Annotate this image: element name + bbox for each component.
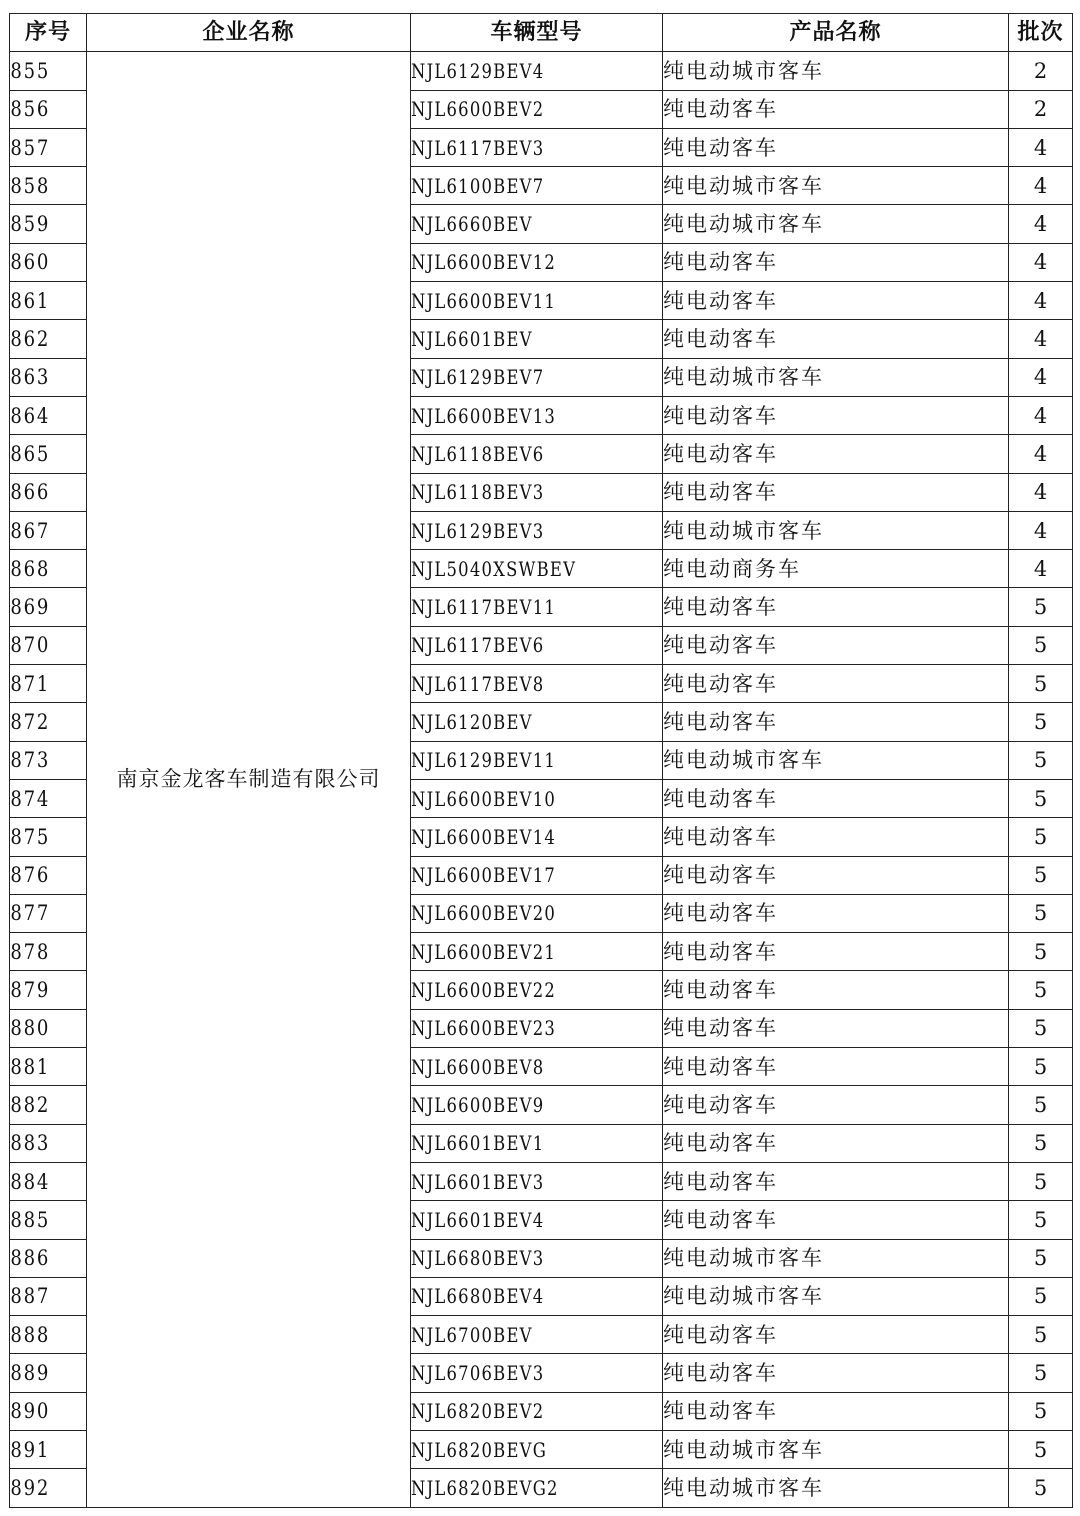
- cell-model-text: NJL6117BEV3: [411, 135, 545, 160]
- cell-seq: 882: [10, 1086, 76, 1124]
- cell-batch: 5: [1009, 1201, 1073, 1239]
- cell-product: 纯电动客车: [663, 1009, 1009, 1047]
- cell-model: [411, 52, 663, 90]
- cell-product: 纯电动客车: [663, 894, 1009, 932]
- cell-batch: 4: [1009, 243, 1073, 281]
- cell-model-text: NJL6706BEV3: [411, 1361, 545, 1386]
- cell-model: [411, 703, 663, 741]
- cell-batch: 5: [1009, 1354, 1073, 1392]
- cell-model: [411, 358, 663, 396]
- cell-batch: 4: [1009, 320, 1073, 358]
- cell-model-text: NJL6600BEV14: [411, 824, 557, 849]
- cell-model-text: NJL6600BEV12: [411, 250, 557, 275]
- cell-product: 纯电动客车: [663, 1354, 1009, 1392]
- header-enterprise: 企业名称: [87, 14, 411, 52]
- cell-model: [411, 128, 663, 166]
- cell-batch: 5: [1009, 1009, 1073, 1047]
- cell-model: [411, 1124, 663, 1162]
- cell-batch: 4: [1009, 435, 1073, 473]
- cell-product: 纯电动城市客车: [663, 1277, 1009, 1315]
- cell-model-text: NJL6118BEV3: [411, 480, 545, 505]
- cell-seq: 872: [10, 703, 76, 741]
- header-product: 产品名称: [663, 14, 1009, 52]
- cell-batch: 5: [1009, 1392, 1073, 1430]
- cell-seq: 880: [10, 1009, 76, 1047]
- cell-product: 纯电动客车: [663, 1201, 1009, 1239]
- cell-product: 纯电动客车: [663, 818, 1009, 856]
- cell-model: [411, 1277, 663, 1315]
- cell-seq: 879: [10, 971, 76, 1009]
- header-batch: 批次: [1009, 14, 1073, 52]
- cell-model: [411, 1430, 663, 1468]
- cell-model: [411, 1354, 663, 1392]
- cell-seq: 868: [10, 550, 76, 588]
- cell-product: 纯电动城市客车: [663, 167, 1009, 205]
- cell-seq: 869: [10, 588, 76, 626]
- cell-seq: 865: [10, 435, 76, 473]
- cell-batch: 5: [1009, 626, 1073, 664]
- cell-batch: 4: [1009, 205, 1073, 243]
- cell-model: [411, 779, 663, 817]
- cell-model-text: NJL6117BEV11: [411, 595, 557, 620]
- cell-model: [411, 818, 663, 856]
- cell-model: [411, 1048, 663, 1086]
- cell-model-text: NJL6680BEV3: [411, 1246, 545, 1271]
- cell-seq: 859: [10, 205, 76, 243]
- cell-product: 纯电动客车: [663, 90, 1009, 128]
- cell-batch: 5: [1009, 1277, 1073, 1315]
- cell-model-text: NJL6700BEV: [411, 1322, 533, 1347]
- cell-model-text: NJL6600BEV8: [411, 1054, 545, 1079]
- cell-product: 纯电动客车: [663, 703, 1009, 741]
- cell-seq: 873: [10, 741, 76, 779]
- cell-batch: 5: [1009, 894, 1073, 932]
- cell-seq: 866: [10, 473, 76, 511]
- cell-batch: 5: [1009, 779, 1073, 817]
- cell-model-text: NJL6601BEV4: [411, 1207, 545, 1232]
- cell-batch: 4: [1009, 550, 1073, 588]
- cell-model-text: NJL6820BEVG2: [411, 1475, 559, 1500]
- cell-model-text: NJL6100BEV7: [411, 173, 545, 198]
- cell-batch: 5: [1009, 588, 1073, 626]
- cell-batch: 5: [1009, 1430, 1073, 1468]
- cell-seq: 886: [10, 1239, 76, 1277]
- cell-model-text: NJL6129BEV4: [411, 58, 545, 83]
- cell-model-text: NJL6129BEV3: [411, 518, 545, 543]
- cell-model: [411, 243, 663, 281]
- cell-seq: 861: [10, 282, 76, 320]
- cell-seq: 877: [10, 894, 76, 932]
- cell-product: 纯电动客车: [663, 1392, 1009, 1430]
- cell-product: 纯电动客车: [663, 1162, 1009, 1200]
- cell-model: [411, 1316, 663, 1354]
- cell-model: [411, 396, 663, 434]
- cell-seq: 891: [10, 1430, 76, 1468]
- cell-product: 纯电动客车: [663, 435, 1009, 473]
- cell-model: [411, 90, 663, 128]
- cell-product: 纯电动商务车: [663, 550, 1009, 588]
- cell-model: [411, 626, 663, 664]
- cell-product: 纯电动客车: [663, 1086, 1009, 1124]
- cell-seq: 863: [10, 358, 76, 396]
- cell-model: [411, 1162, 663, 1200]
- cell-product: 纯电动客车: [663, 971, 1009, 1009]
- cell-seq: 860: [10, 243, 76, 281]
- cell-model-text: NJL6601BEV1: [411, 1131, 545, 1156]
- cell-seq: 884: [10, 1162, 76, 1200]
- cell-model-text: NJL6600BEV13: [411, 403, 557, 428]
- cell-product: 纯电动城市客车: [663, 358, 1009, 396]
- cell-product: 纯电动客车: [663, 933, 1009, 971]
- cell-product: 纯电动客车: [663, 1316, 1009, 1354]
- cell-seq: 867: [10, 511, 76, 549]
- cell-batch: 4: [1009, 167, 1073, 205]
- cell-batch: 5: [1009, 1086, 1073, 1124]
- cell-model-text: NJL6680BEV4: [411, 1284, 545, 1309]
- cell-model-text: NJL6601BEV3: [411, 1169, 545, 1194]
- cell-product: 纯电动客车: [663, 1124, 1009, 1162]
- cell-batch: 4: [1009, 282, 1073, 320]
- cell-batch: 4: [1009, 128, 1073, 166]
- cell-product: 纯电动客车: [663, 665, 1009, 703]
- cell-batch: 5: [1009, 703, 1073, 741]
- cell-seq: 875: [10, 818, 76, 856]
- cell-model: [411, 167, 663, 205]
- cell-product: 纯电动城市客车: [663, 741, 1009, 779]
- cell-model: [411, 741, 663, 779]
- cell-batch: 5: [1009, 933, 1073, 971]
- cell-seq: 890: [10, 1392, 76, 1430]
- cell-batch: 4: [1009, 396, 1073, 434]
- cell-product: 纯电动客车: [663, 282, 1009, 320]
- cell-seq: 857: [10, 128, 76, 166]
- cell-seq: 856: [10, 90, 76, 128]
- cell-model: [411, 856, 663, 894]
- cell-seq: 885: [10, 1201, 76, 1239]
- cell-product: 纯电动客车: [663, 1048, 1009, 1086]
- cell-model-text: NJL6820BEV2: [411, 1399, 545, 1424]
- cell-model: [411, 511, 663, 549]
- cell-seq: 876: [10, 856, 76, 894]
- cell-product: 纯电动城市客车: [663, 1469, 1009, 1507]
- cell-batch: 5: [1009, 1316, 1073, 1354]
- cell-seq: 888: [10, 1316, 76, 1354]
- header-row: [10, 14, 1073, 52]
- cell-seq: 862: [10, 320, 76, 358]
- cell-seq: 887: [10, 1277, 76, 1315]
- cell-seq: 883: [10, 1124, 76, 1162]
- cell-batch: 5: [1009, 665, 1073, 703]
- cell-seq: 881: [10, 1048, 76, 1086]
- cell-product: 纯电动客车: [663, 243, 1009, 281]
- cell-model: [411, 933, 663, 971]
- cell-model-text: NJL6600BEV2: [411, 97, 545, 122]
- cell-product: 纯电动城市客车: [663, 1239, 1009, 1277]
- cell-batch: 4: [1009, 511, 1073, 549]
- cell-model-text: NJL6129BEV7: [411, 365, 545, 390]
- cell-model-text: NJL6117BEV6: [411, 633, 545, 658]
- vehicle-model-table: [9, 13, 1073, 1508]
- cell-model-text: NJL6600BEV17: [411, 863, 557, 888]
- cell-model: [411, 205, 663, 243]
- cell-batch: 4: [1009, 358, 1073, 396]
- cell-seq: 870: [10, 626, 76, 664]
- cell-model-text: NJL6120BEV: [411, 709, 533, 734]
- cell-model-text: NJL6600BEV21: [411, 939, 557, 964]
- cell-product: 纯电动客车: [663, 856, 1009, 894]
- cell-model: [411, 1392, 663, 1430]
- cell-product: 纯电动客车: [663, 779, 1009, 817]
- cell-model-text: NJL6600BEV22: [411, 978, 557, 1003]
- cell-product: 纯电动客车: [663, 320, 1009, 358]
- cell-batch: 5: [1009, 818, 1073, 856]
- cell-model: [411, 1469, 663, 1507]
- cell-model: [411, 1086, 663, 1124]
- cell-product: 纯电动城市客车: [663, 205, 1009, 243]
- cell-enterprise: 南京金龙客车制造有限公司: [87, 52, 411, 1507]
- cell-model-text: NJL6660BEV: [411, 212, 533, 237]
- header-model: 车辆型号: [411, 14, 663, 52]
- cell-product: 纯电动客车: [663, 128, 1009, 166]
- cell-model: [411, 1239, 663, 1277]
- cell-batch: 5: [1009, 971, 1073, 1009]
- cell-model: [411, 473, 663, 511]
- cell-batch: 4: [1009, 473, 1073, 511]
- cell-product: 纯电动城市客车: [663, 511, 1009, 549]
- cell-model: [411, 894, 663, 932]
- cell-seq: 878: [10, 933, 76, 971]
- cell-model-text: NJL6600BEV23: [411, 1016, 557, 1041]
- cell-seq: 871: [10, 665, 76, 703]
- cell-seq: 892: [10, 1469, 76, 1507]
- cell-model: [411, 1009, 663, 1047]
- cell-model-text: NJL6118BEV6: [411, 441, 545, 466]
- cell-model: [411, 1201, 663, 1239]
- cell-batch: 5: [1009, 1124, 1073, 1162]
- cell-batch: 5: [1009, 1162, 1073, 1200]
- cell-batch: 2: [1009, 52, 1073, 90]
- table-header: [10, 14, 1073, 52]
- cell-model-text: NJL6600BEV9: [411, 1092, 545, 1117]
- cell-model-text: NJL6601BEV: [411, 327, 533, 352]
- cell-batch: 5: [1009, 1469, 1073, 1507]
- cell-seq: 864: [10, 396, 76, 434]
- cell-product: 纯电动客车: [663, 626, 1009, 664]
- cell-batch: 5: [1009, 1239, 1073, 1277]
- cell-model-text: NJL5040XSWBEV: [411, 556, 577, 581]
- cell-batch: 5: [1009, 741, 1073, 779]
- cell-model: [411, 282, 663, 320]
- cell-model: [411, 550, 663, 588]
- cell-product: 纯电动客车: [663, 473, 1009, 511]
- cell-model: [411, 320, 663, 358]
- cell-model-text: NJL6600BEV10: [411, 786, 557, 811]
- cell-model-text: NJL6117BEV8: [411, 671, 545, 696]
- cell-product: 纯电动客车: [663, 396, 1009, 434]
- cell-model-text: NJL6820BEVG: [411, 1437, 548, 1462]
- cell-product: 纯电动城市客车: [663, 1430, 1009, 1468]
- cell-seq: 855: [10, 52, 76, 90]
- cell-seq: 858: [10, 167, 76, 205]
- cell-model: [411, 588, 663, 626]
- header-seq: 序号: [10, 14, 87, 52]
- cell-product: 纯电动客车: [663, 588, 1009, 626]
- table-body: [10, 52, 1073, 1507]
- cell-model: [411, 435, 663, 473]
- cell-seq: 889: [10, 1354, 76, 1392]
- cell-model-text: NJL6600BEV11: [411, 288, 557, 313]
- cell-batch: 5: [1009, 1048, 1073, 1086]
- cell-model: [411, 971, 663, 1009]
- cell-batch: 2: [1009, 90, 1073, 128]
- cell-seq: 874: [10, 779, 76, 817]
- cell-batch: 5: [1009, 856, 1073, 894]
- cell-model-text: NJL6600BEV20: [411, 901, 557, 926]
- cell-product: 纯电动城市客车: [663, 52, 1009, 90]
- cell-model: [411, 665, 663, 703]
- table-row: [10, 52, 1073, 90]
- cell-model-text: NJL6129BEV11: [411, 748, 557, 773]
